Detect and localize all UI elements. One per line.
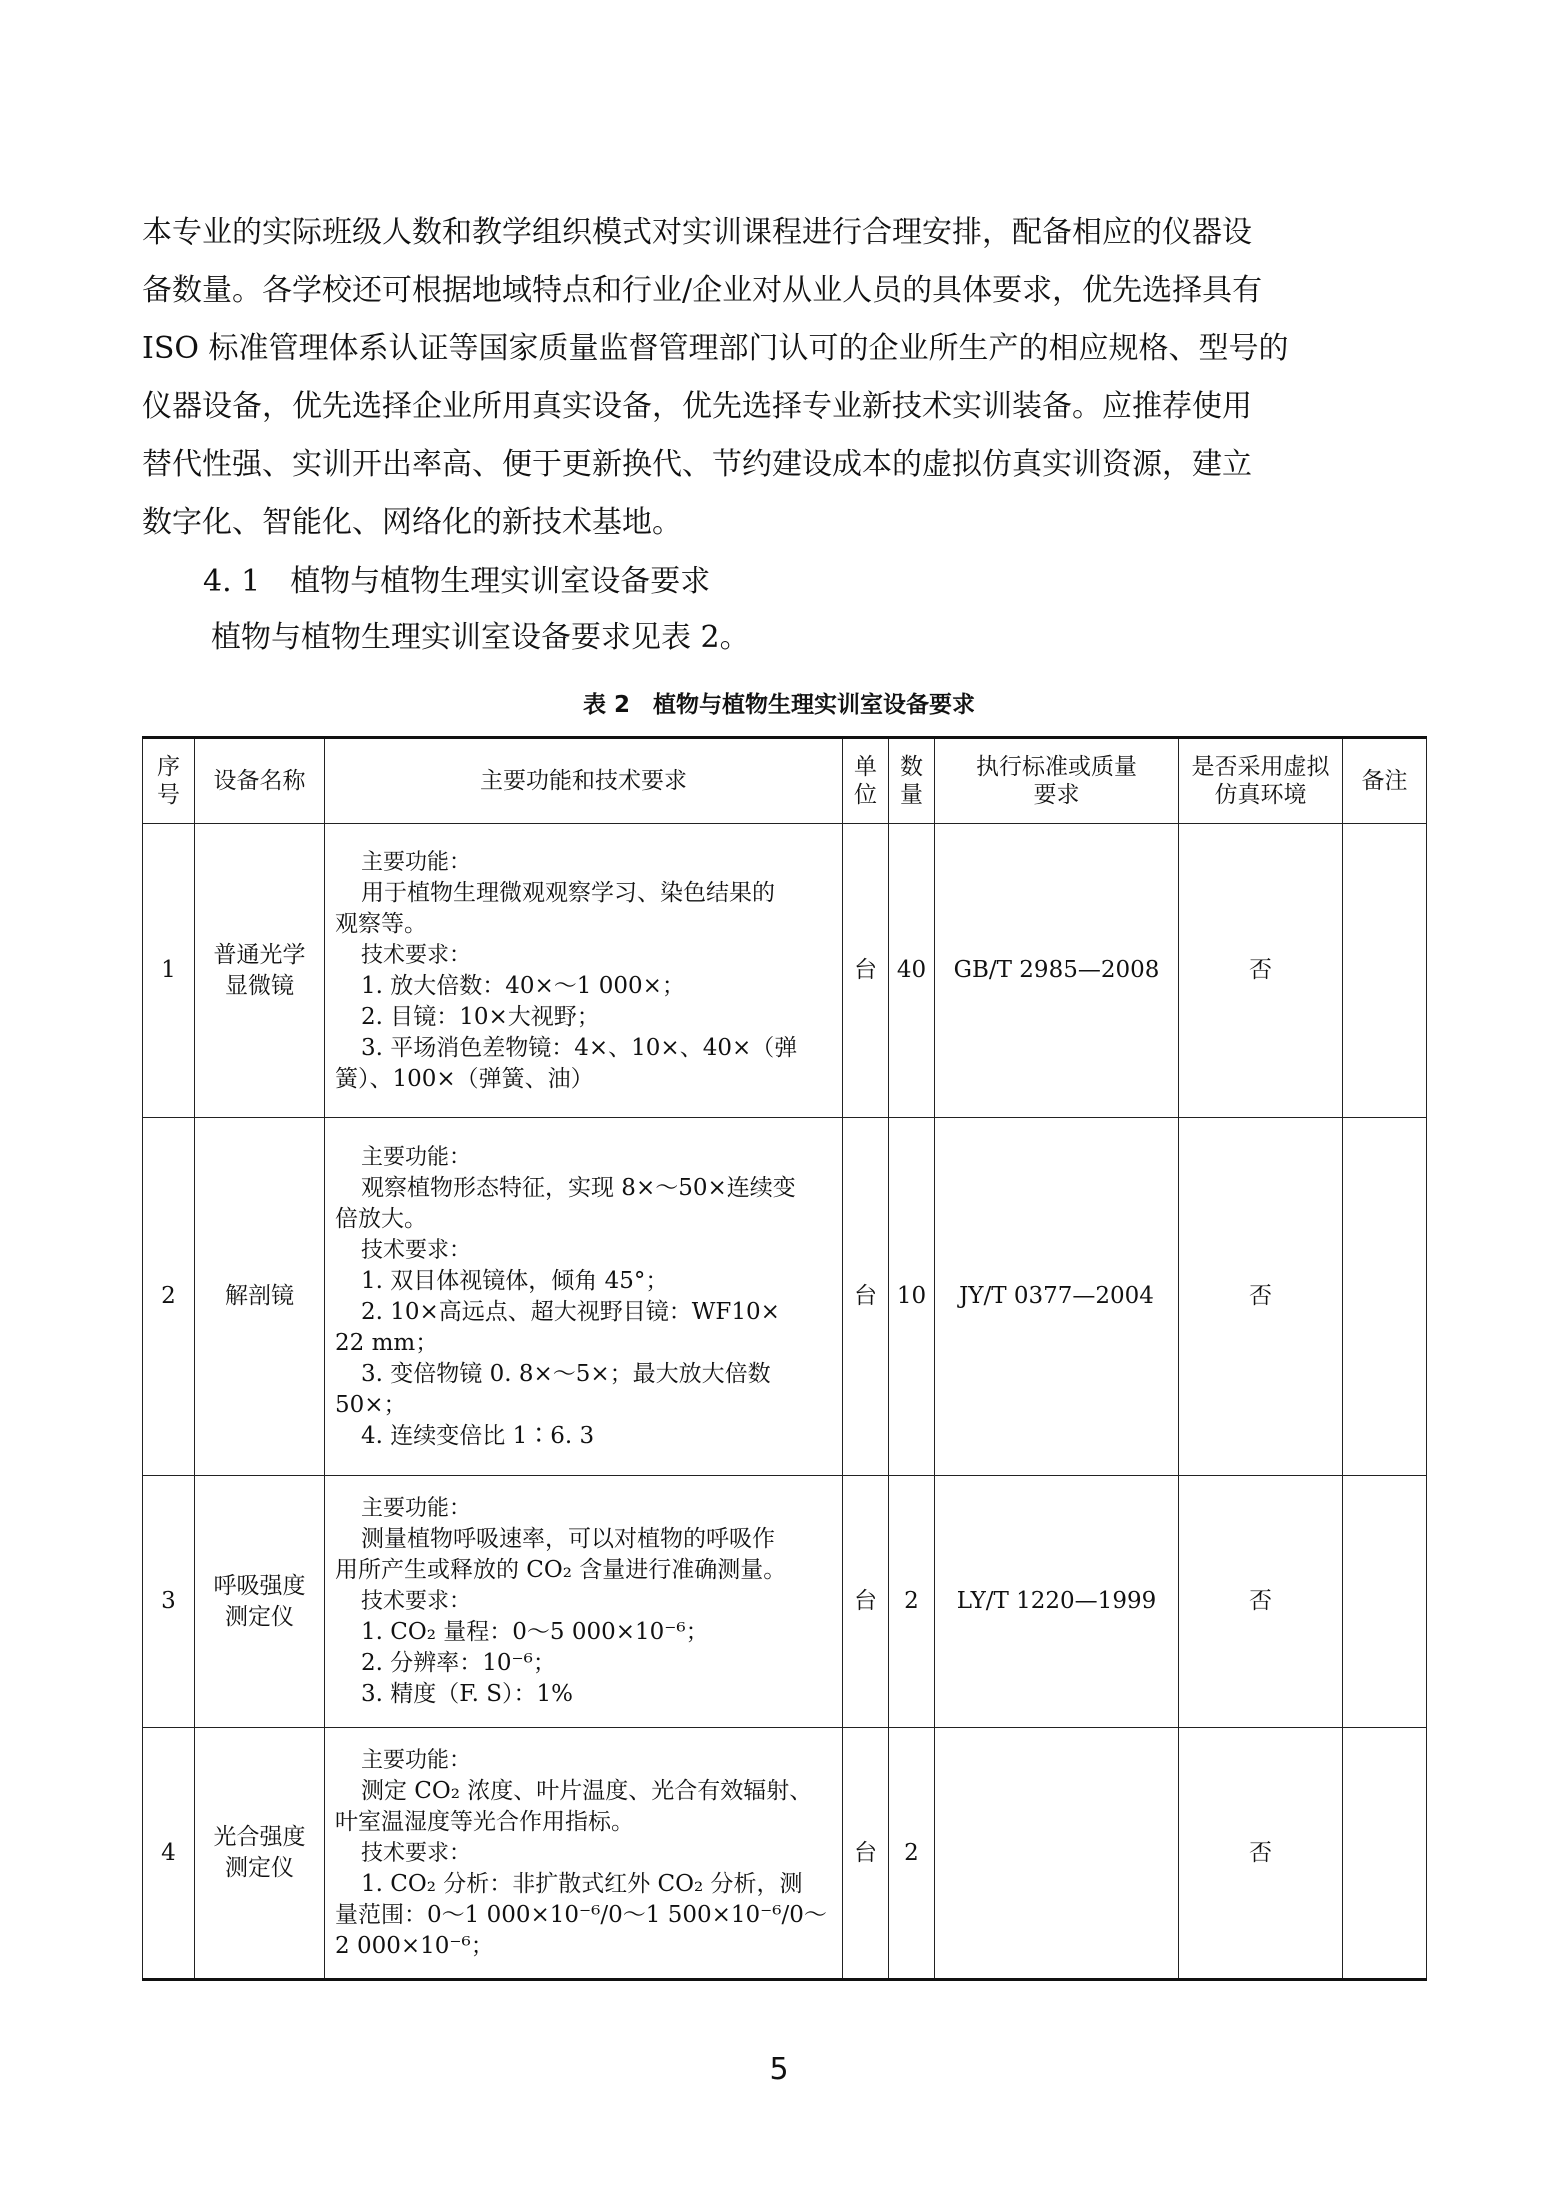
cell-name: 解剖镜 [195,1118,325,1476]
header-remark: 备注 [1343,738,1427,824]
cell-unit: 台 [843,1476,889,1728]
table-row [143,824,1427,1118]
cell-qty: 2 [889,1476,935,1728]
header-standard: 执行标准或质量 要求 [935,738,1179,824]
header-virtual: 是否采用虚拟 仿真环境 [1179,738,1343,824]
cell-standard: LY/T 1220—1999 [935,1476,1179,1728]
intro-line: 本专业的实际班级人数和教学组织模式对实训课程进行合理安排，配备相应的仪器设 [142,215,1252,250]
cell-unit: 台 [843,824,889,1118]
intro-line: 仪器设备，优先选择企业所用真实设备，优先选择专业新技术实训装备。应推荐使用 [142,389,1252,424]
cell-seq: 2 [143,1118,195,1476]
cell-name: 普通光学 显微镜 [195,824,325,1118]
cell-virtual: 否 [1179,1118,1343,1476]
table-caption: 表 2 植物与植物生理实训室设备要求 [582,692,975,718]
cell-standard: JY/T 0377—2004 [935,1118,1179,1476]
header-name: 设备名称 [195,738,325,824]
section-heading: 4. 1 植物与植物生理实训室设备要求 [203,564,711,599]
intro-line: ISO 标准管理体系认证等国家质量监督管理部门认可的企业所生产的相应规格、型号的 [142,331,1289,366]
cell-unit: 台 [843,1728,889,1980]
cell-func: 主要功能： 测定 CO₂ 浓度、叶片温度、光合有效辐射、 叶室温湿度等光合作用指标。 技术要求： 1. CO₂ 分析：非扩散式红外 CO₂ 分析，测 量范围：0～1 000×10⁻⁶/0～1 500×10⁻⁶/0～ 2 000×10⁻⁶； [325,1728,843,1980]
cell-qty: 40 [889,824,935,1118]
cell-qty: 10 [889,1118,935,1476]
cell-seq: 1 [143,824,195,1118]
cell-seq: 3 [143,1476,195,1728]
page-number: 5 [769,2052,789,2087]
header-seq: 序 号 [143,738,195,824]
equipment-table [142,736,1427,1981]
cell-remark [1343,1118,1427,1476]
cell-remark [1343,824,1427,1118]
table-header-row [143,738,1427,824]
cell-func: 主要功能： 用于植物生理微观观察学习、染色结果的 观察等。 技术要求： 1. 放大倍数：40×～1 000×； 2. 目镜：10×大视野； 3. 平场消色差物镜：4×、10×、40×（弹 簧）、100×（弹簧、油） [325,824,843,1118]
cell-standard: GB/T 2985—2008 [935,824,1179,1118]
cell-seq: 4 [143,1728,195,1980]
cell-qty: 2 [889,1728,935,1980]
intro-line: 替代性强、实训开出率高、便于更新换代、节约建设成本的虚拟仿真实训资源，建立 [142,447,1252,482]
cell-name: 呼吸强度 测定仪 [195,1476,325,1728]
cell-virtual: 否 [1179,824,1343,1118]
cell-standard [935,1728,1179,1980]
cell-func: 主要功能： 测量植物呼吸速率，可以对植物的呼吸作 用所产生或释放的 CO₂ 含量进行准确测量。 技术要求： 1. CO₂ 量程：0～5 000×10⁻⁶； 2. 分辨率：10⁻⁶； 3. 精度（F. S）：1% [325,1476,843,1728]
cell-remark [1343,1728,1427,1980]
cell-unit: 台 [843,1118,889,1476]
table-row [143,1476,1427,1728]
cell-virtual: 否 [1179,1728,1343,1980]
header-unit: 单 位 [843,738,889,824]
intro-line: 数字化、智能化、网络化的新技术基地。 [142,505,682,540]
cell-name: 光合强度 测定仪 [195,1728,325,1980]
cell-func: 主要功能： 观察植物形态特征，实现 8×～50×连续变 倍放大。 技术要求： 1. 双目体视镜体，倾角 45°； 2. 10×高远点、超大视野目镜：WF10× 22 mm； 3. 变倍物镜 0. 8×～5×；最大放大倍数 50×； 4. 连续变倍比 1∶6. 3 [325,1118,843,1476]
cell-virtual: 否 [1179,1476,1343,1728]
table-row [143,1118,1427,1476]
header-func: 主要功能和技术要求 [325,738,843,824]
table-row [143,1728,1427,1980]
cell-remark [1343,1476,1427,1728]
intro-paragraph [142,204,1432,552]
header-qty: 数 量 [889,738,935,824]
section-sentence: 植物与植物生理实训室设备要求见表 2。 [211,620,750,655]
intro-line: 备数量。各学校还可根据地域特点和行业/企业对从业人员的具体要求，优先选择具有 [142,273,1263,308]
